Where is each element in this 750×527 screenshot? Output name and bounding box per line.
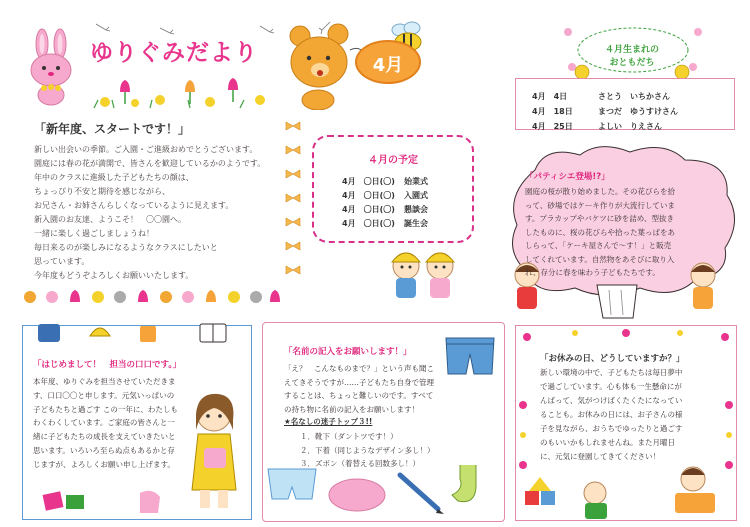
schedule-item: 4月 〇日(〇) 懇談会 bbox=[342, 205, 428, 214]
patissier-section bbox=[525, 170, 721, 280]
schedule-title: ４月の予定 bbox=[368, 155, 418, 166]
schedule-list bbox=[342, 175, 428, 231]
holiday-line: に、元気に登園してきてください！ bbox=[540, 452, 660, 461]
teacher-intro-line: 思います。いろいろ至らぬ点もあるかと存 bbox=[33, 445, 175, 455]
patissier-line: してくれています。自然物をあそびに取り入 bbox=[525, 254, 675, 264]
greeting-section bbox=[34, 120, 279, 285]
animal-border bbox=[22, 288, 282, 306]
names-text bbox=[284, 362, 434, 416]
greeting-line: 毎日来るのが楽しみになるようなクラスにしたいと bbox=[34, 243, 218, 252]
teacher-intro-line: 子どもたちと過ごす この一年に、わたしも bbox=[33, 404, 178, 414]
schedule-item: 4月 〇日(〇) 誕生会 bbox=[342, 219, 428, 228]
teacher-intro-line: じますが、よろしくお願い申し上げます。 bbox=[33, 459, 175, 469]
top3-heading: ★名なしの迷子トップ３!! bbox=[284, 417, 373, 426]
month-badge bbox=[355, 40, 421, 84]
teacher-intro-line: 本年度、ゆりぐみを担当させていただきま bbox=[33, 377, 176, 386]
teacher-illustration bbox=[178, 390, 248, 515]
names-line: えてきそうですが……子どもたち自身で管理 bbox=[284, 377, 434, 387]
books-decoration bbox=[40, 485, 170, 517]
teacher-intro-line: す、口口〇〇と申します。元気いっぱいの bbox=[33, 390, 175, 400]
holiday-line: 新しい環境の中で、子どもたちは毎日夢中 bbox=[540, 368, 683, 377]
holiday-line: 子を見ながら、おうちでゆったりと過ごす bbox=[540, 424, 683, 433]
birthday-item: 4月 4日 さとう いちかさん bbox=[532, 92, 670, 101]
children-illustration bbox=[378, 240, 468, 305]
shorts-icon bbox=[440, 330, 500, 380]
month-label: 4月 bbox=[372, 55, 404, 76]
birthday-item: 4月 18日 まつだ ゆうすけさん bbox=[532, 107, 678, 116]
top3-item: ３．ズボン（着替える回数多し！） bbox=[300, 459, 420, 468]
names-line: することは、ちょっと難しいのです。すべて bbox=[284, 391, 434, 400]
lost-items-decoration bbox=[262, 465, 502, 523]
holiday-heading: 「お休みの日、どうしていますか？」 bbox=[540, 354, 685, 364]
greeting-line: 新しい出会いの季節。ご入園・ご進級おめでとうございます。 bbox=[34, 145, 258, 154]
patissier-line: って、砂場ではケーキ作りが大流行していま bbox=[525, 200, 675, 210]
greeting-line: ちょっぴり不安と期待を感じながら、 bbox=[34, 187, 170, 196]
patissier-line: れ、存分に春を味わう子どもたちです。 bbox=[525, 268, 660, 277]
birthday-box bbox=[515, 78, 735, 130]
greeting-line: 思っています。 bbox=[34, 257, 90, 266]
teacher-intro-line: 緒に子どもたちの成長を支えていきたいと bbox=[33, 432, 176, 442]
patissier-line: す。プラカップやバケツに砂を詰め、型抜き bbox=[525, 214, 674, 223]
teacher-intro-text bbox=[33, 375, 178, 472]
birthday-title-line: おともだち bbox=[609, 58, 655, 68]
teacher-intro-line: わくわくしています。ご家庭の皆さんと一 bbox=[33, 418, 175, 428]
greeting-line: 年中のクラスに進級した子どもたちの顔は、 bbox=[34, 173, 194, 182]
patissier-line: したものに、桜の花びらや拾った葉っぱをあ bbox=[525, 227, 675, 237]
greeting-line: 園庭には春の花が満開で、皆さんを歓迎しているかのようです。 bbox=[34, 159, 266, 168]
patissier-heading: 「パティシエ登場!?」 bbox=[525, 172, 610, 182]
names-line: の持ち物に名前の記入をお願いします！ bbox=[284, 404, 419, 414]
greeting-line: お兄さん・お姉さんらしくなっているように見えます。 bbox=[34, 201, 234, 210]
birthday-list bbox=[532, 89, 678, 134]
holiday-text bbox=[540, 366, 683, 464]
page-title: ゆりぐみだより bbox=[90, 40, 258, 66]
rabbit-icon bbox=[22, 28, 82, 108]
holiday-line: で過ごしています。心も体も一生懸命にが bbox=[540, 382, 682, 391]
school-items-decoration bbox=[30, 318, 250, 348]
holiday-line: のもいいかもしれませんね。また月曜日 bbox=[540, 438, 675, 447]
schedule-box bbox=[312, 135, 474, 243]
schedule-item: 4月 〇日(〇) 始業式 bbox=[342, 177, 428, 186]
teacher-intro-heading: 「はじめまして！ 担当の口口です。」 bbox=[33, 360, 182, 370]
greeting-line: 一緒に楽しく過ごしましょうね！ bbox=[34, 229, 154, 238]
names-heading: 「名前の記入をお願いします！」 bbox=[284, 347, 412, 357]
top3-item: ２．下着（同じようなデザイン多し！） bbox=[300, 445, 435, 455]
ribbon-divider bbox=[284, 120, 302, 295]
holiday-line: んばって、気がつけばくたくたになってい bbox=[540, 396, 683, 405]
greeting-line: 今年度もどうぞよろしくお願いいたします。 bbox=[34, 271, 194, 280]
names-line: 「え？ こんなものまで？」という声も聞こ bbox=[284, 364, 434, 373]
birthday-title bbox=[586, 44, 678, 70]
patissier-line: 園庭の桜が散り始めました。その花びらを拾 bbox=[525, 187, 675, 196]
holiday-line: ることも。お休みの日には、お子さんの様 bbox=[540, 410, 683, 419]
greeting-heading: 「新年度、スタートです！」 bbox=[34, 122, 191, 136]
patissier-line: しらって、「ケーキ屋さんで〜す！」と販売 bbox=[525, 241, 672, 250]
birthday-title-line: ４月生まれの bbox=[604, 45, 659, 55]
greeting-line: 新入園のお友達、ようこそ！ 〇〇園へ。 bbox=[34, 215, 186, 224]
schedule-item: 4月 〇日(〇) 入園式 bbox=[342, 191, 428, 200]
birthday-item: 4月 25日 よしい りえさん bbox=[532, 122, 662, 131]
top3-item: １．靴下（ダントツです！） bbox=[300, 432, 398, 441]
